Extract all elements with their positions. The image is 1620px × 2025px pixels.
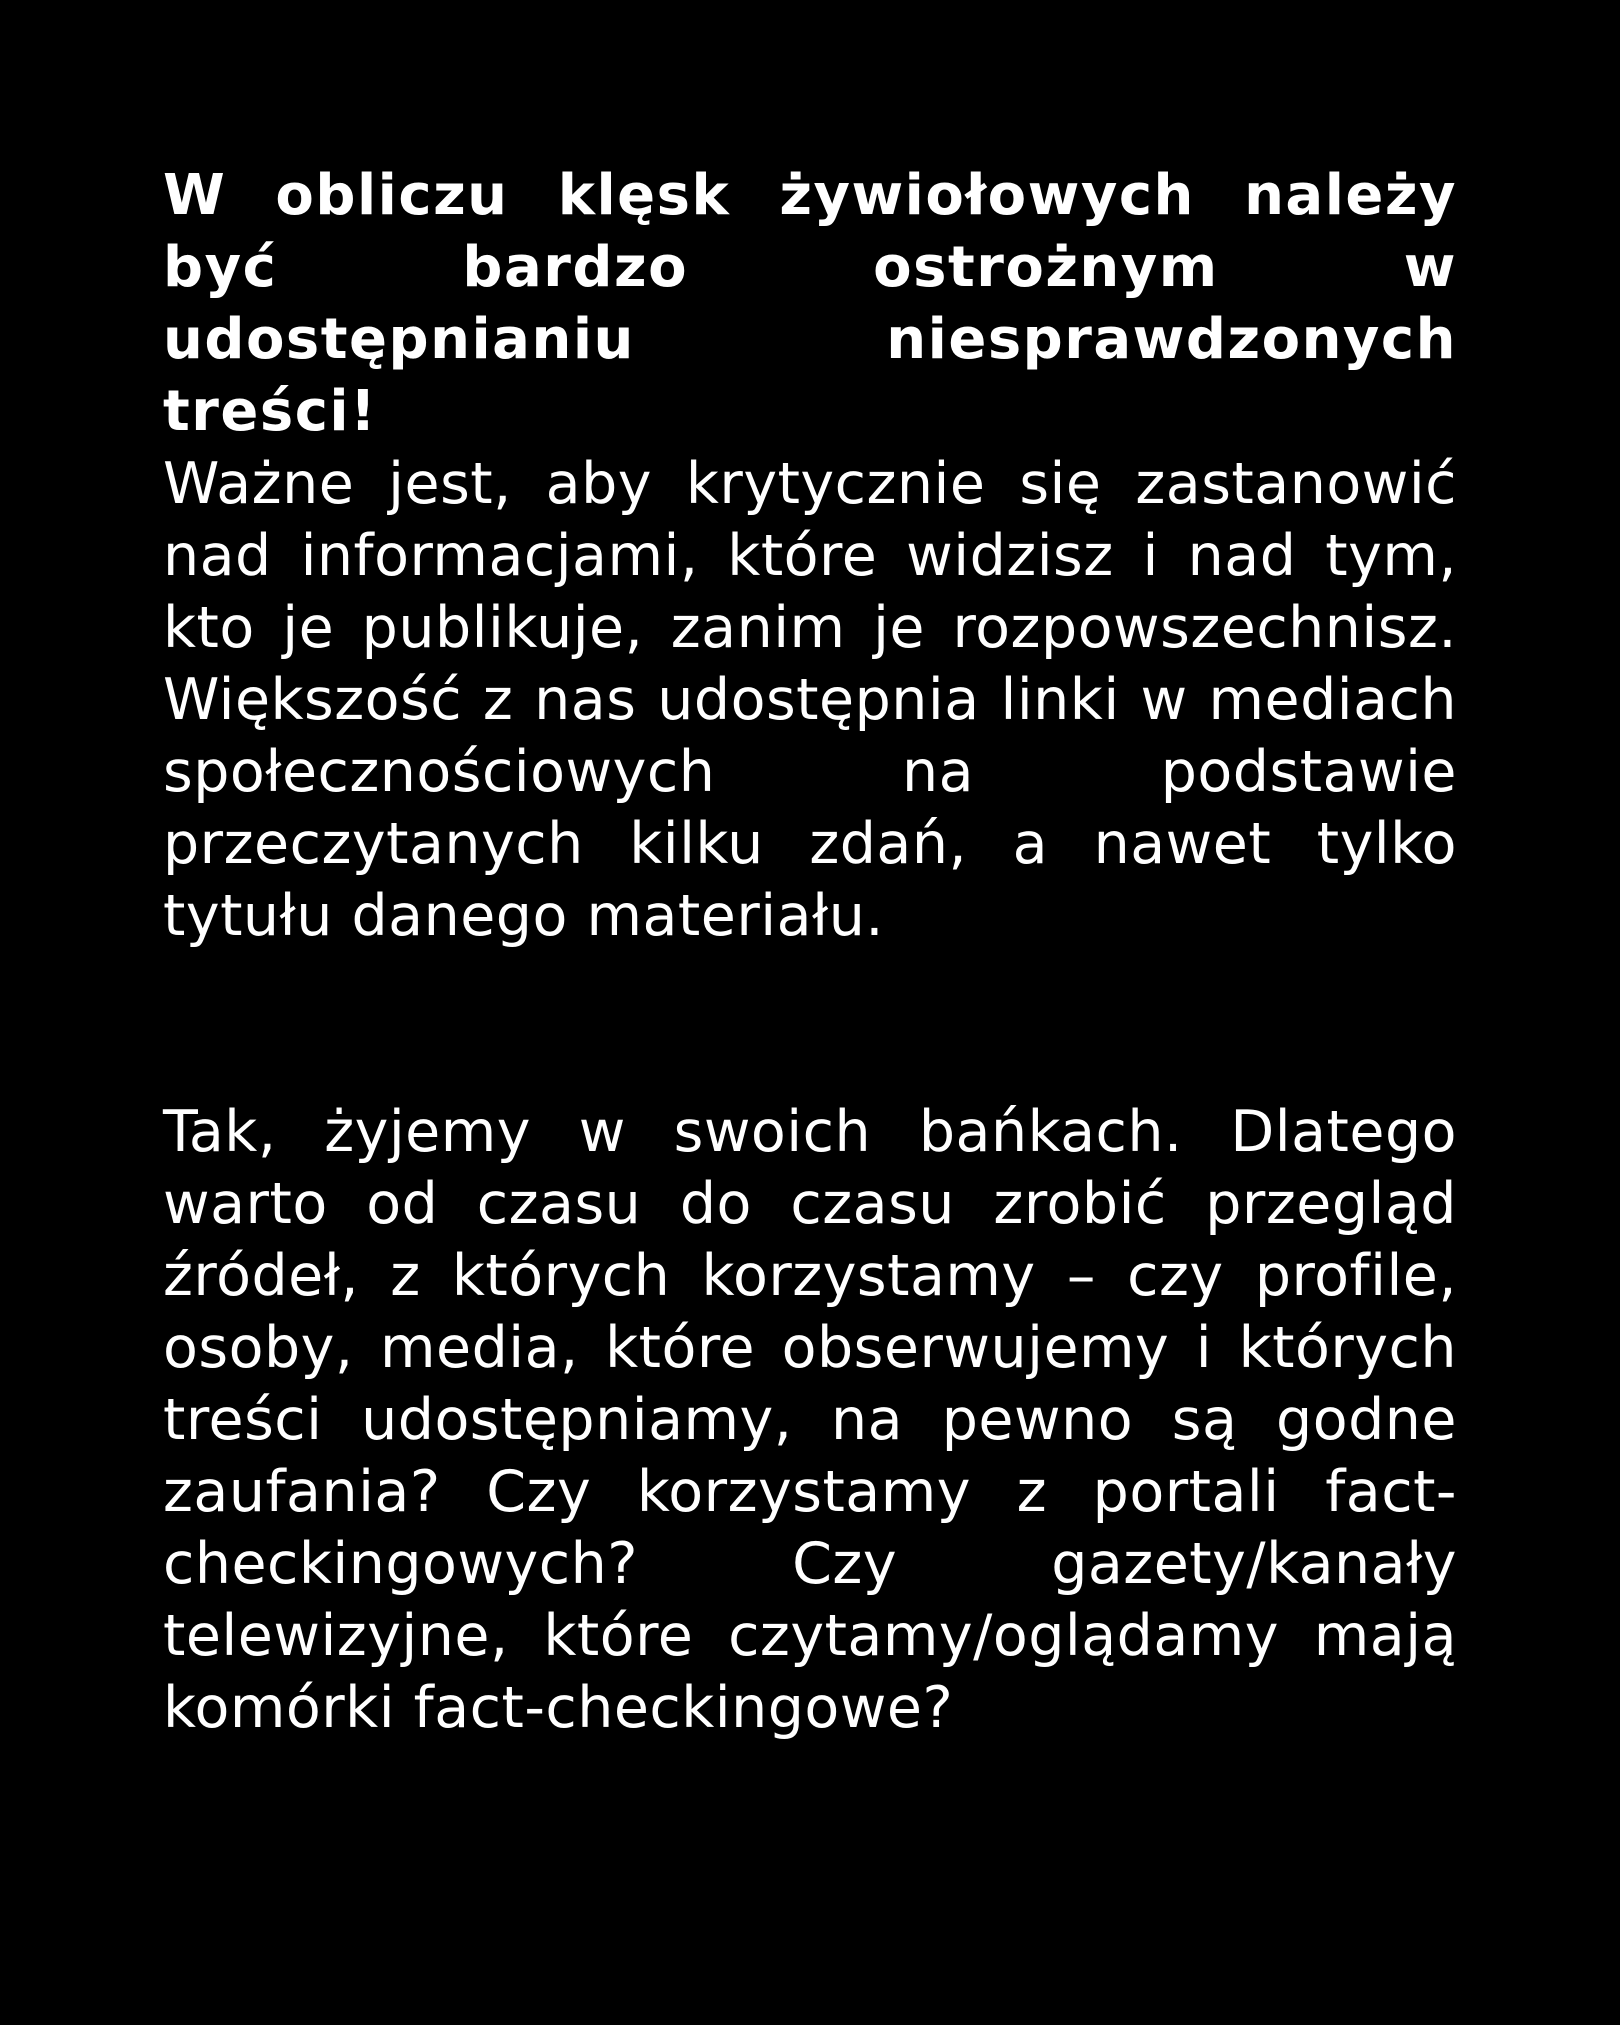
paragraph-information-bubbles: Tak, żyjemy w swoich bańkach. Dlatego warto od czasu do czasu zrobić przegląd źródeł, z których korzystamy – czy profile, osoby, media, które obserwujemy i których treści udostępniamy, na pewno są godne zaufania? Czy korzystamy z portali fact-checkingowych? Czy gazety/kanały telewizyjne, które czytamy/oglądamy mają komórki fact-checkingowe?	[163, 1099, 1457, 1741]
paragraph-critical-thinking: Ważne jest, aby krytycznie się zastanowić nad informacjami, które widzisz i nad tym, kto je publikuje, zanim je rozpowszechnisz. Większość z nas udostępnia linki w mediach społecznościowych na podstawie przeczytanych kilku zdań, a nawet tylko tytułu danego materiału.	[163, 451, 1457, 949]
text-content	[163, 160, 1457, 1741]
headline: W obliczu klęsk żywiołowych należy być bardzo ostrożnym w udostępnianiu niesprawdzonych treści!	[163, 163, 1457, 444]
